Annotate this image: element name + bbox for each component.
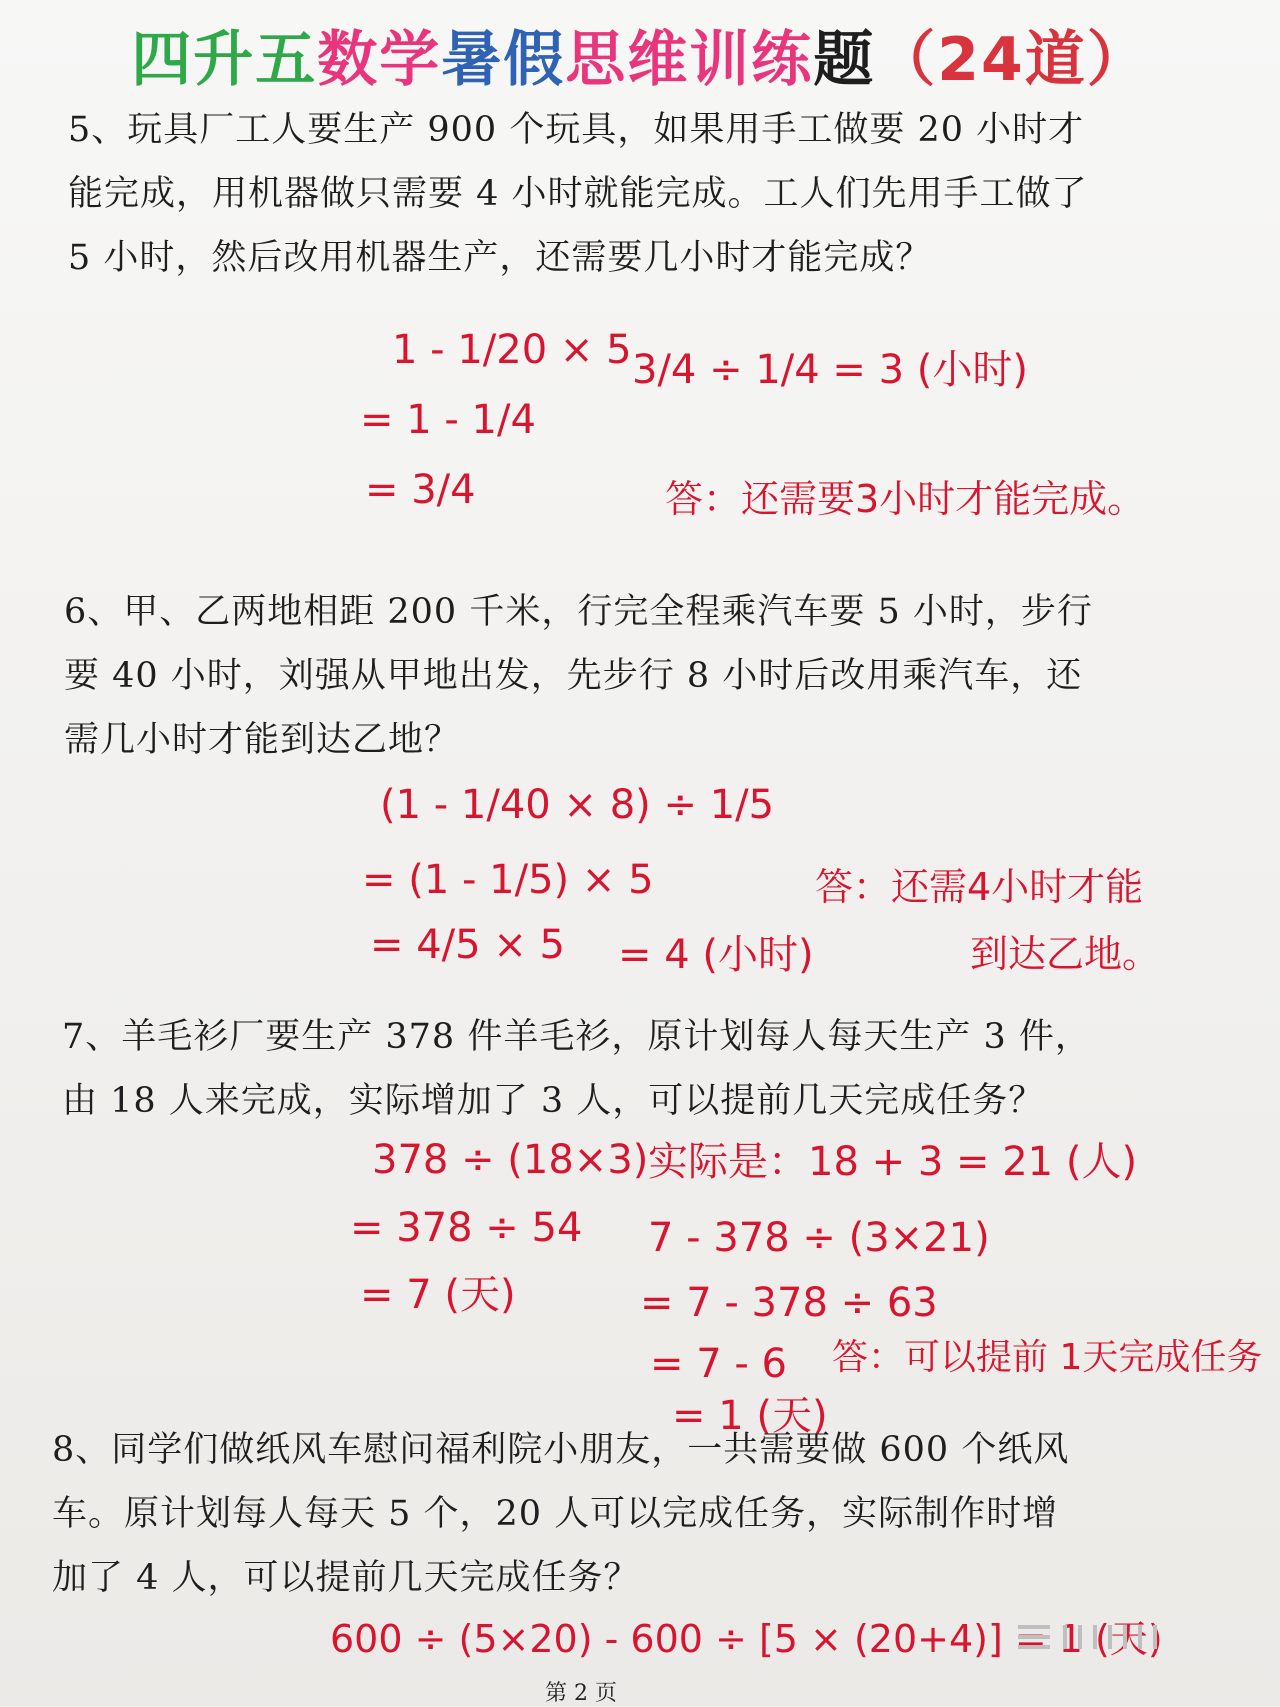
handwritten-step: 378 ÷ (18×3)	[372, 1137, 649, 1183]
question-line: 由 18 人来完成，实际增加了 3 人，可以提前几天完成任务？	[62, 1081, 1045, 1121]
handwritten-step: = 378 ÷ 54	[350, 1205, 583, 1251]
handwritten-step: (1 - 1/40 × 8) ÷ 1/5	[380, 782, 775, 828]
handwritten-result: = 4 (小时)	[618, 932, 814, 978]
handwritten-step: 7 - 378 ÷ (3×21)	[648, 1215, 990, 1261]
question-6	[64, 580, 1224, 772]
handwritten-calc: 3/4 ÷ 1/4 = 3 (小时)	[632, 347, 1029, 393]
handwritten-answer: 到达乙地。	[970, 932, 1161, 976]
handwritten-answer: 答：可以提前 1天完成任务	[832, 1337, 1263, 1378]
handwritten-step: = 1 - 1/4	[360, 397, 536, 443]
question-line: 7、羊毛衫厂要生产 378 件羊毛衫，原计划每人每天生产 3 件，	[62, 1017, 1091, 1057]
question-line: 能完成，用机器做只需要 4 小时就能完成。工人们先用手工做了	[68, 174, 1088, 214]
question-8	[52, 1418, 1242, 1610]
page-number: 第 2 页	[545, 1681, 617, 1706]
question-line: 要 40 小时，刘强从甲地出发，先步行 8 小时后改用乘汽车，还	[64, 656, 1083, 696]
question-line: 6、甲、乙两地相距 200 千米，行完全程乘汽车要 5 小时，步行	[64, 592, 1093, 632]
page-title	[0, 12, 1280, 98]
handwritten-answer: 答：还需要3小时才能完成。	[665, 477, 1146, 521]
handwritten-step: 实际是：18 + 3 = 21 (人)	[648, 1139, 1138, 1185]
handwritten-step: = 4/5 × 5	[370, 922, 565, 968]
handwritten-answer: 答：还需4小时才能	[815, 865, 1144, 909]
question-line: 车。原计划每人每天 5 个，20 人可以完成任务，实际制作时增	[52, 1494, 1059, 1534]
question-line: 需几小时才能到达乙地？	[64, 720, 461, 760]
handwritten-step: = 3/4	[365, 467, 476, 513]
question-line: 加了 4 人，可以提前几天完成任务？	[52, 1558, 640, 1598]
title-part: （24道）	[875, 25, 1149, 95]
question-5	[68, 98, 1218, 290]
title-part: 思维训练	[565, 25, 814, 95]
handwritten-step: 600 ÷ (5×20) - 600 ÷ [5 × (20+4)] = 1 (天)	[330, 1617, 1163, 1661]
scribble-mark	[1010, 1617, 1180, 1655]
handwritten-step: = (1 - 1/5) × 5	[362, 857, 654, 903]
question-line: 8、同学们做纸风车慰问福利院小朋友，一共需要做 600 个纸风	[52, 1430, 1070, 1470]
title-part: 题	[813, 25, 876, 95]
handwritten-step: = 7 - 6	[650, 1341, 787, 1387]
title-part: 四升五	[131, 25, 318, 95]
handwritten-step: = 1 (天)	[672, 1393, 828, 1439]
question-line: 5、玩具厂工人要生产 900 个玩具，如果用手工做要 20 小时才	[68, 110, 1085, 150]
handwritten-step: 1 - 1/20 × 5	[392, 327, 632, 373]
title-part: 暑假	[441, 25, 566, 95]
handwritten-step: = 7 - 378 ÷ 63	[640, 1280, 938, 1326]
handwritten-step: = 7 (天)	[360, 1272, 516, 1318]
question-line: 5 小时，然后改用机器生产，还需要几小时才能完成？	[68, 238, 932, 278]
title-part: 数学	[317, 25, 442, 95]
question-7	[62, 1005, 1232, 1133]
